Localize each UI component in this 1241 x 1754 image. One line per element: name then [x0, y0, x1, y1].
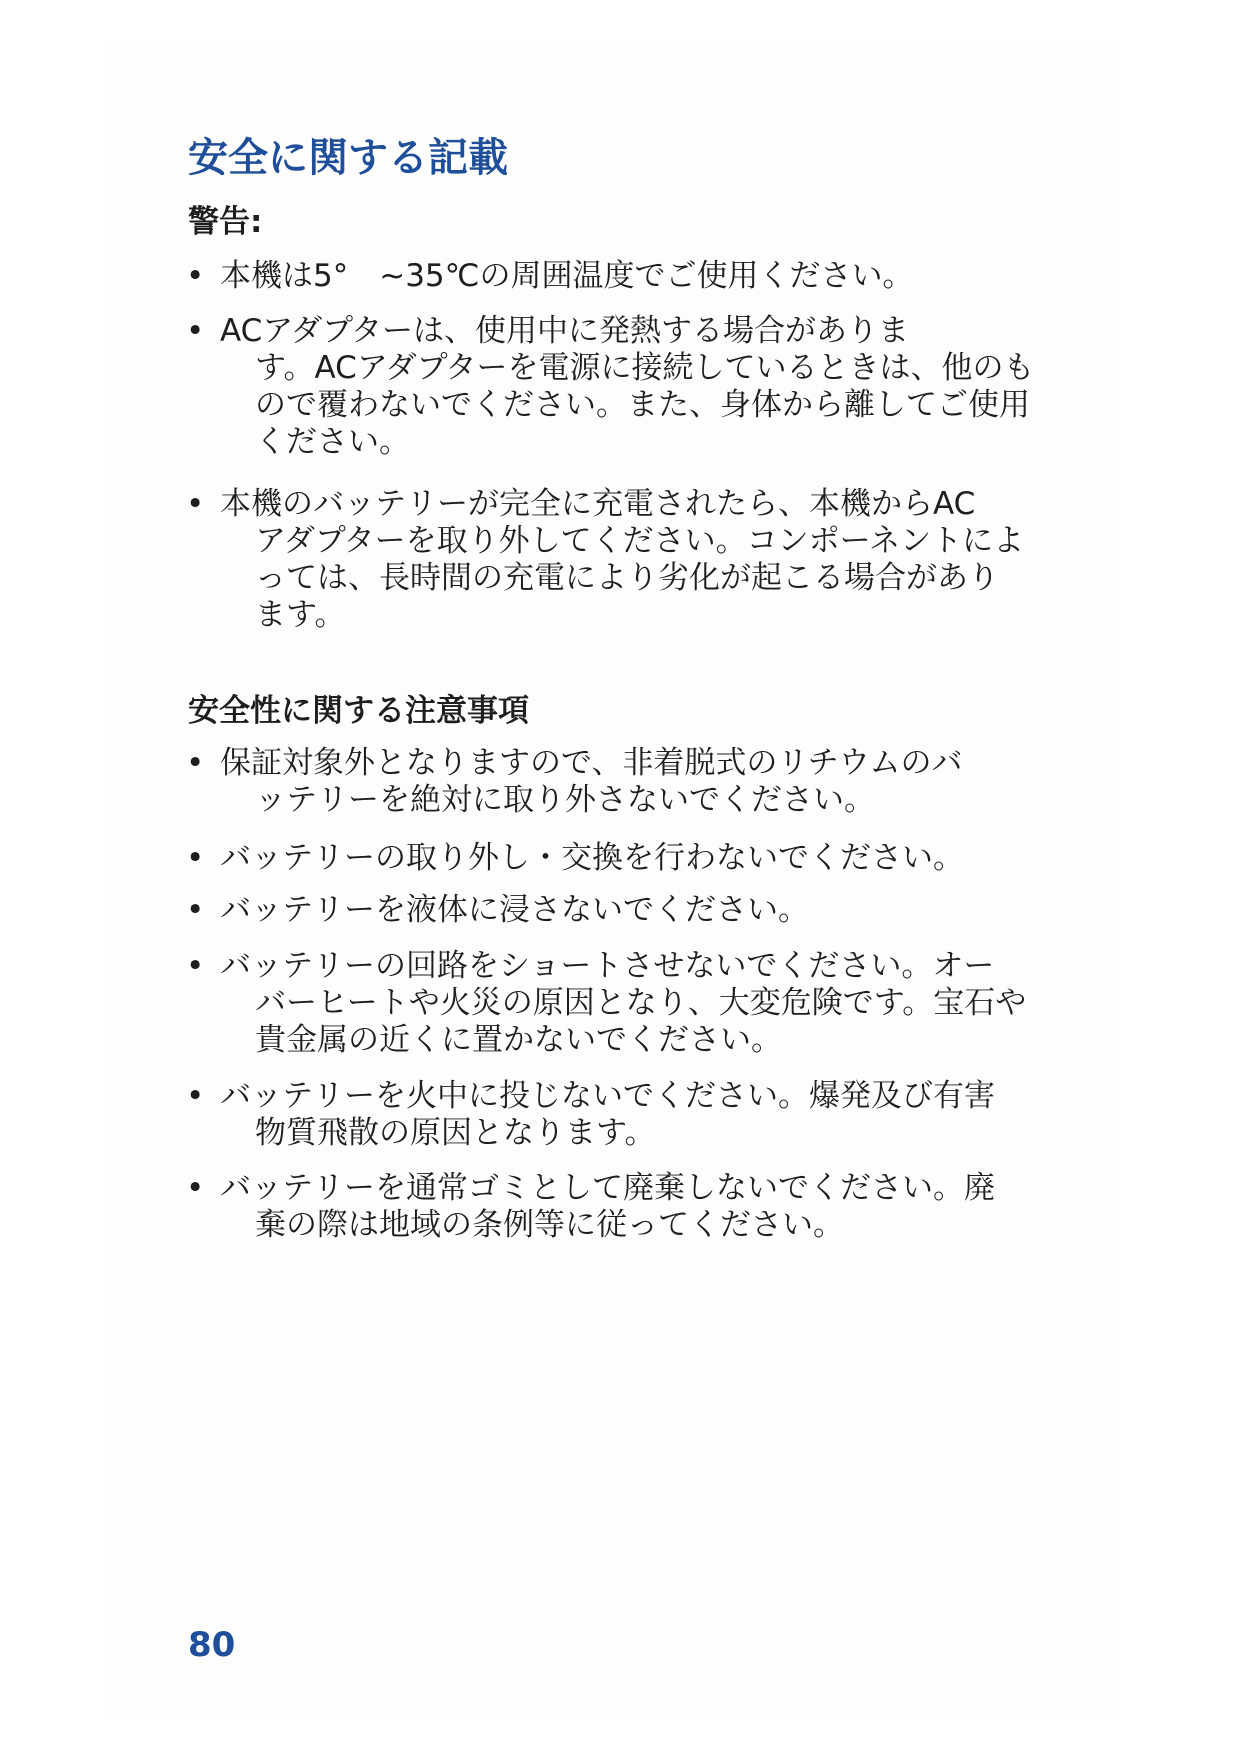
list-item-text: っては、長時間の充電により劣化が起こる場合があり	[255, 560, 999, 596]
bullet-icon: •	[186, 892, 205, 928]
list-item-text: アダプターを取り外してください。コンポーネントによ	[255, 523, 1025, 559]
warning-heading: 警告:	[188, 204, 263, 240]
list-item	[0, 486, 1241, 634]
page-number: 80	[188, 1625, 236, 1665]
list-item	[0, 840, 1241, 877]
list-item	[0, 1170, 1241, 1244]
bullet-icon: •	[186, 313, 205, 349]
list-item-text: ッテリーを絶対に取り外さないでください。	[255, 782, 875, 818]
list-item-text: ください。	[255, 424, 410, 460]
list-item-text: 本機のバッテリーが完全に充電されたら、本機からAC	[220, 486, 976, 522]
precautions-heading: 安全性に関する注意事項	[188, 693, 529, 729]
list-item-text: 貴金属の近くに置かないでください。	[255, 1022, 782, 1058]
list-item-text: バーヒートや火災の原因となり、大変危険です。宝石や	[255, 985, 1027, 1021]
bullet-icon: •	[186, 1078, 205, 1114]
list-item	[0, 745, 1241, 819]
list-item-text: バッテリーを液体に浸さないでください。	[220, 892, 809, 928]
list-item-text: 保証対象外となりますので、非着脱式のリチウムのバ	[220, 745, 963, 781]
bullet-icon: •	[186, 745, 205, 781]
bullet-icon: •	[186, 486, 205, 522]
list-item	[0, 258, 1241, 295]
list-item-text: ます。	[255, 597, 346, 633]
list-item	[0, 948, 1241, 1059]
list-item-text: ACアダプターは、使用中に発熱する場合がありま	[220, 313, 909, 349]
bullet-icon: •	[186, 1170, 205, 1206]
list-item-text: バッテリーの回路をショートさせないでください。オー	[220, 948, 995, 984]
list-item-text: 棄の際は地域の条例等に従ってください。	[255, 1207, 844, 1243]
list-item-text: 本機は5° ~35℃の周囲温度でご使用ください。	[220, 258, 914, 294]
list-item-text: ので覆わないでください。また、身体から離してご使用	[255, 387, 1030, 423]
page-title: 安全に関する記載	[188, 135, 508, 181]
list-item-text: バッテリーを通常ゴミとして廃棄しないでください。廃	[220, 1170, 995, 1206]
list-item-text: 物質飛散の原因となります。	[255, 1115, 656, 1151]
list-item-text: バッテリーの取り外し・交換を行わないでください。	[220, 840, 964, 876]
bullet-icon: •	[186, 258, 205, 294]
list-item-text: バッテリーを火中に投じないでください。爆発及び有害	[220, 1078, 995, 1114]
list-item	[0, 892, 1241, 929]
bullet-icon: •	[186, 840, 205, 876]
bullet-icon: •	[186, 948, 205, 984]
list-item	[0, 313, 1241, 461]
list-item	[0, 1078, 1241, 1152]
list-item-text: す。ACアダプターを電源に接続しているときは、他のも	[255, 350, 1035, 386]
